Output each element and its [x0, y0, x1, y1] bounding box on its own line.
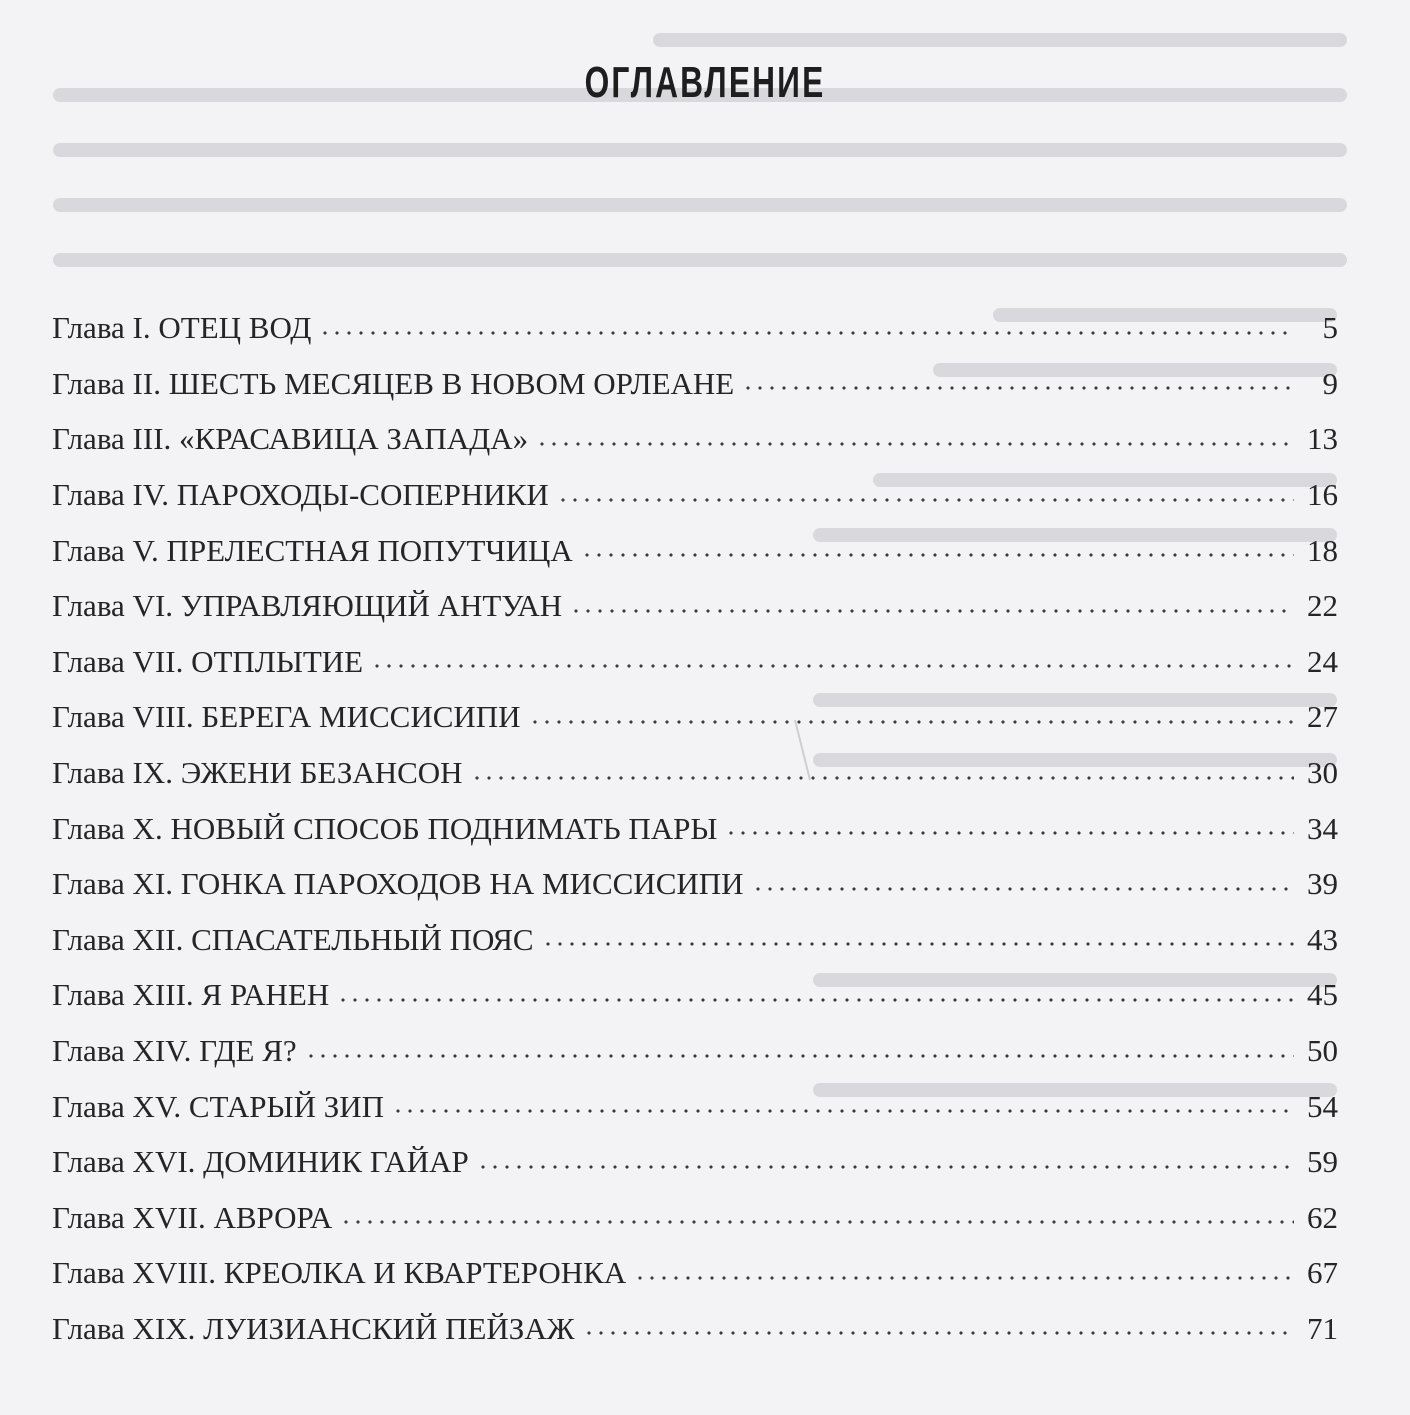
- toc-entry: [52, 1245, 1338, 1301]
- toc-entry: [52, 356, 1338, 412]
- dot-leader: [583, 1329, 1295, 1337]
- dot-leader: [725, 829, 1294, 837]
- toc-entry-page-number: 30: [1307, 755, 1338, 791]
- toc-entry-title: Глава III. «КРАСАВИЦА ЗАПАДА»: [52, 421, 529, 457]
- toc-entry-title: Глава VIII. БЕРЕГА МИССИСИПИ: [52, 699, 521, 735]
- toc-entry: [52, 856, 1338, 912]
- dot-leader: [529, 718, 1294, 726]
- dot-leader: [319, 329, 1294, 337]
- toc-entry: [52, 1134, 1338, 1190]
- toc-entry-page-number: 13: [1307, 421, 1338, 457]
- toc-entry-title: Глава X. НОВЫЙ СПОСОБ ПОДНИМАТЬ ПАРЫ: [52, 810, 718, 846]
- toc-entry: [52, 1078, 1338, 1134]
- toc-entry: [52, 967, 1338, 1023]
- toc-entry: [52, 300, 1338, 356]
- dot-leader: [634, 1274, 1294, 1282]
- toc-entry-page-number: 50: [1307, 1033, 1338, 1069]
- toc-entry: [52, 1023, 1338, 1079]
- toc-entry: [52, 1190, 1338, 1246]
- toc-entry-title: Глава XV. СТАРЫЙ ЗИП: [52, 1088, 385, 1124]
- toc-entry: [52, 912, 1338, 968]
- toc-entry-page-number: 24: [1307, 643, 1338, 679]
- dot-leader: [557, 496, 1294, 504]
- toc-entry-title: Глава XII. СПАСАТЕЛЬНЫЙ ПОЯС: [52, 921, 534, 957]
- toc-entry-title: Глава XIV. ГДЕ Я?: [52, 1033, 297, 1069]
- toc-entry-page-number: 67: [1307, 1255, 1338, 1291]
- dot-leader: [340, 1218, 1294, 1226]
- dot-leader: [471, 774, 1294, 782]
- toc-entry: [52, 522, 1338, 578]
- toc-entry-page-number: 43: [1307, 921, 1338, 957]
- toc-entry-page-number: 71: [1307, 1310, 1338, 1346]
- toc-entry: [52, 467, 1338, 523]
- toc-entry-title: Глава II. ШЕСТЬ МЕСЯЦЕВ В НОВОМ ОРЛЕАНЕ: [52, 365, 735, 401]
- toc-entry-title: Глава XVI. ДОМИНИК ГАЙАР: [52, 1144, 469, 1180]
- toc-entry-page-number: 5: [1322, 310, 1338, 346]
- dot-leader: [477, 1163, 1294, 1171]
- toc-entry-page-number: 27: [1307, 699, 1338, 735]
- dot-leader: [337, 996, 1294, 1004]
- dot-leader: [742, 384, 1294, 392]
- toc-entry-title: Глава VII. ОТПЛЫТИЕ: [52, 643, 364, 679]
- dot-leader: [392, 1107, 1294, 1115]
- toc-entry-page-number: 9: [1322, 365, 1338, 401]
- toc-entry-title: Глава XI. ГОНКА ПАРОХОДОВ НА МИССИСИПИ: [52, 866, 744, 902]
- dot-leader: [570, 607, 1294, 615]
- toc-entry-title: Глава I. ОТЕЦ ВОД: [52, 310, 312, 346]
- table-of-contents: [52, 300, 1338, 1356]
- toc-entry: [52, 411, 1338, 467]
- dot-leader: [371, 662, 1294, 670]
- toc-entry-page-number: 22: [1307, 588, 1338, 624]
- dot-leader: [305, 1052, 1294, 1060]
- dot-leader: [752, 885, 1294, 893]
- toc-entry: [52, 578, 1338, 634]
- dot-leader: [581, 551, 1294, 559]
- toc-entry-page-number: 54: [1307, 1088, 1338, 1124]
- dot-leader: [542, 940, 1294, 948]
- toc-entry: [52, 745, 1338, 801]
- toc-entry: [52, 800, 1338, 856]
- toc-entry-page-number: 18: [1307, 532, 1338, 568]
- dot-leader: [536, 440, 1294, 448]
- toc-entry: [52, 634, 1338, 690]
- page-title: ОГЛАВЛЕНИЕ: [584, 58, 826, 107]
- toc-entry-page-number: 59: [1307, 1144, 1338, 1180]
- toc-entry-page-number: 39: [1307, 866, 1338, 902]
- toc-entry-page-number: 16: [1307, 477, 1338, 513]
- toc-entry-title: Глава XIX. ЛУИЗИАНСКИЙ ПЕЙЗАЖ: [52, 1310, 575, 1346]
- toc-entry-title: Глава IV. ПАРОХОДЫ-СОПЕРНИКИ: [52, 477, 549, 513]
- toc-entry-title: Глава XIII. Я РАНЕН: [52, 977, 330, 1013]
- toc-entry: [52, 1301, 1338, 1357]
- toc-entry-title: Глава VI. УПРАВЛЯЮЩИЙ АНТУАН: [52, 588, 563, 624]
- toc-entry-title: Глава V. ПРЕЛЕСТНАЯ ПОПУТЧИЦА: [52, 532, 573, 568]
- toc-entry-page-number: 34: [1307, 810, 1338, 846]
- toc-entry-page-number: 62: [1307, 1199, 1338, 1235]
- toc-entry-page-number: 45: [1307, 977, 1338, 1013]
- toc-entry-title: Глава IX. ЭЖЕНИ БЕЗАНСОН: [52, 755, 463, 791]
- toc-entry-title: Глава XVIII. КРЕОЛКА И КВАРТЕРОНКА: [52, 1255, 627, 1291]
- toc-entry: [52, 689, 1338, 745]
- toc-entry-title: Глава XVII. АВРОРА: [52, 1199, 333, 1235]
